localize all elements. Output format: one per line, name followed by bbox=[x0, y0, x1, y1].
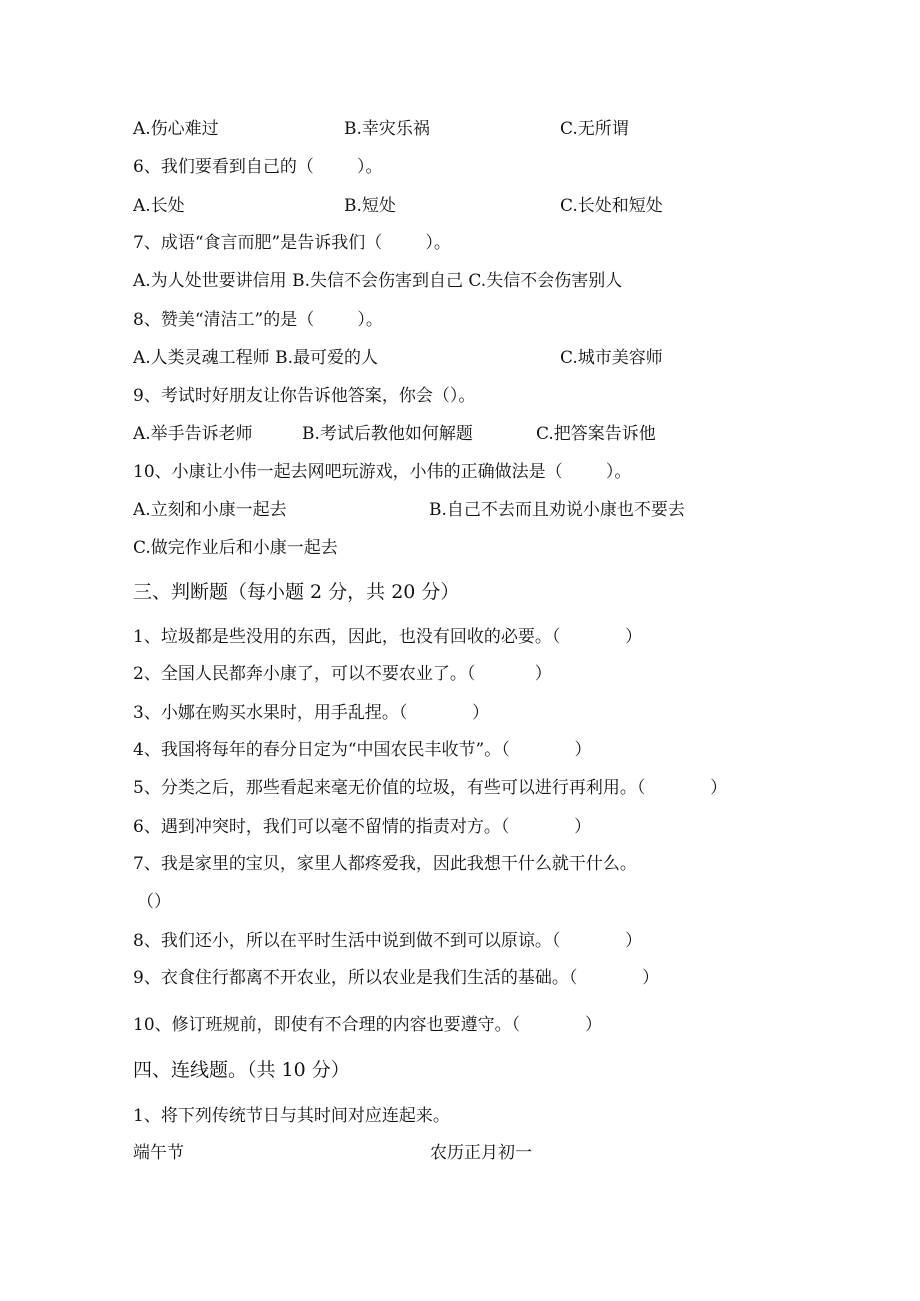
q9-stem: 9、考试时好朋友让你告诉他答案，你会（）。 bbox=[133, 386, 476, 406]
q8-option-ab: A.人类灵魂工程师 B.最可爱的人 bbox=[133, 348, 378, 368]
q9-option-a: A.举手告诉老师 bbox=[133, 424, 253, 444]
q10-option-a: A.立刻和小康一起去 bbox=[133, 500, 287, 520]
q8-option-c: C.城市美容师 bbox=[560, 348, 663, 368]
q6-option-a: A.长处 bbox=[133, 196, 185, 216]
q5-option-a: A.伤心难过 bbox=[133, 119, 219, 139]
judge-item-7-answer: （） bbox=[137, 892, 171, 912]
judge-item-9: 9、衣食住行都离不开农业，所以农业是我们生活的基础。（ ） bbox=[133, 968, 660, 988]
section4-title: 四、连线题。（共 10 分） bbox=[133, 1059, 350, 1081]
q8-stem: 8、赞美“清洁工”的是（ ）。 bbox=[133, 310, 383, 330]
q5-option-b: B.幸灾乐祸 bbox=[344, 119, 430, 139]
match-left-item: 端午节 bbox=[133, 1143, 184, 1163]
q5-option-c: C.无所谓 bbox=[560, 119, 629, 139]
judge-item-6: 6、遇到冲突时，我们可以毫不留情的指责对方。（ ） bbox=[133, 817, 592, 837]
judge-item-10: 10、修订班规前，即使有不合理的内容也要遵守。（ ） bbox=[133, 1015, 602, 1035]
q6-option-b: B.短处 bbox=[344, 196, 396, 216]
judge-item-2: 2、全国人民都奔小康了，可以不要农业了。（ ） bbox=[133, 664, 552, 684]
judge-item-1: 1、垃圾都是些没用的东西，因此，也没有回收的必要。（ ） bbox=[133, 627, 643, 647]
section3-title: 三、判断题（每小题 2 分，共 20 分） bbox=[133, 581, 460, 603]
q7-stem: 7、成语“食言而肥”是告诉我们（ ）。 bbox=[133, 233, 451, 253]
q10-option-b: B.自己不去而且劝说小康也不要去 bbox=[429, 500, 685, 520]
judge-item-5: 5、分类之后，那些看起来毫无价值的垃圾，有些可以进行再利用。（ ） bbox=[133, 778, 728, 798]
match-right-item: 农历正月初一 bbox=[430, 1143, 532, 1163]
q10-stem: 10、小康让小伟一起去网吧玩游戏，小伟的正确做法是（ ）。 bbox=[133, 462, 632, 482]
q7-options: A.为人处世要讲信用 B.失信不会伤害到自己 C.失信不会伤害别人 bbox=[133, 271, 623, 291]
q6-stem: 6、我们要看到自己的（ ）。 bbox=[133, 157, 383, 177]
q6-option-c: C.长处和短处 bbox=[560, 196, 663, 216]
judge-item-7: 7、我是家里的宝贝，家里人都疼爱我，因此我想干什么就干什么。 bbox=[133, 854, 637, 874]
judge-item-3: 3、小娜在购买水果时，用手乱捏。（ ） bbox=[133, 703, 490, 723]
q9-option-b: B.考试后教他如何解题 bbox=[302, 424, 473, 444]
judge-item-4: 4、我国将每年的春分日定为“中国农民丰收节”。（ ） bbox=[133, 740, 592, 760]
q10-option-c: C.做完作业后和小康一起去 bbox=[133, 538, 338, 558]
judge-item-8: 8、我们还小，所以在平时生活中说到做不到可以原谅。（ ） bbox=[133, 931, 643, 951]
q9-option-c: C.把答案告诉他 bbox=[536, 424, 656, 444]
match-question-1: 1、将下列传统节日与其时间对应连起来。 bbox=[133, 1106, 450, 1126]
